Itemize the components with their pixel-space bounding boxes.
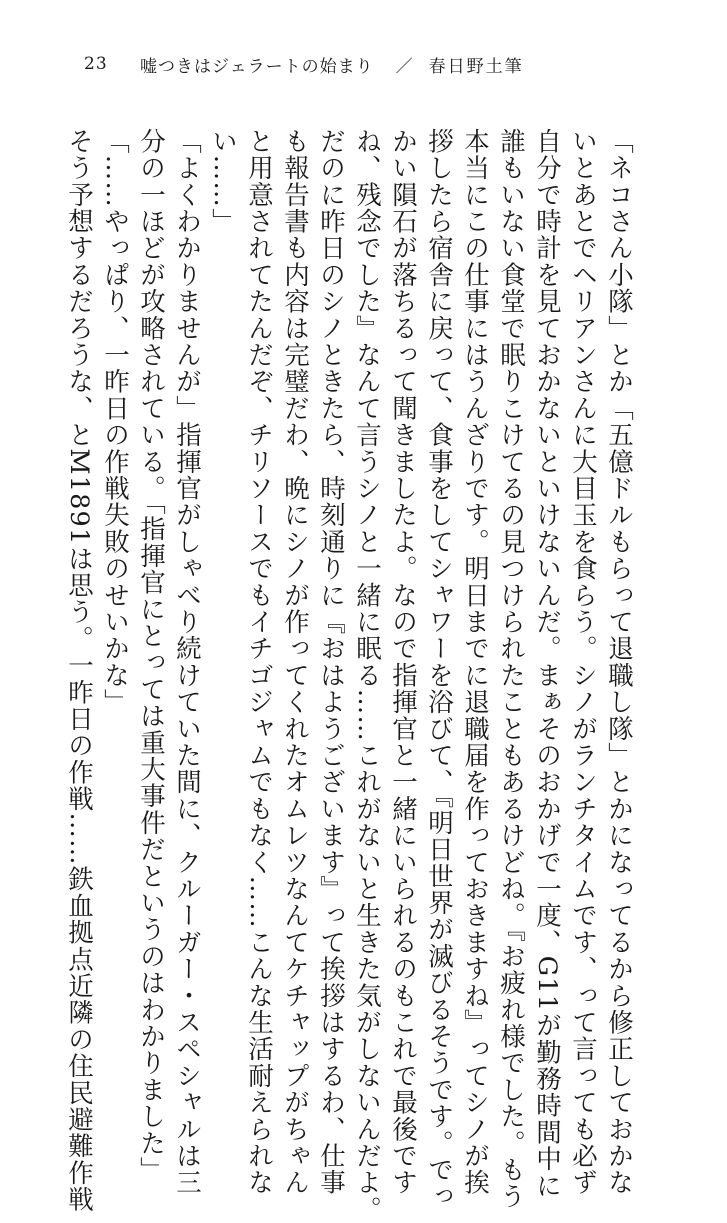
running-header — [84, 52, 687, 76]
text-line-7: かい隕石が落ちるって聞きましたよ。なので指揮官と一緒にいられるのもこれで最後です — [388, 128, 418, 1196]
text-line-5: 本当にこの仕事にはうんざりです。明日までに退職届を作っておきますね』ってシノが挨 — [460, 128, 490, 1196]
text-line-2: いとあとでヘリアンさんに大目玉を食らう。シノがランチタイムです、って言っても必ず — [568, 128, 598, 1196]
header-separator: ／ — [395, 56, 413, 77]
author-name: 春日野土筆 — [428, 56, 524, 77]
text-line-4: 誰もいない食堂で眠りこけてるの見つけられたこともあるけどね。『お疲れ様でした。もう — [496, 128, 526, 1210]
text-line-15: 「……やっぱり、一昨日の作戦失敗のせいかな」 — [100, 128, 130, 716]
text-line-14: 分の一ほどが攻略されている。「指揮官にとっては重大事件だというのはわかりました」 — [136, 128, 166, 1184]
text-line-6: 拶したら宿舎に戻って、食事をしてシャワーを浴びて、『明日世界が滅びるそうです。でっ — [424, 128, 454, 1210]
text-line-1: 「ネコさん小隊」とか「五億ドルもらって退職し隊」とかになってるから修正しておかな — [604, 128, 634, 1196]
text-line-11: と用意されてたんだぞ、チリソースでもイチゴジャムでもなく……こんな生活耐えられな — [244, 128, 274, 1196]
text-line-13: 「よくわかりませんが」指揮官がしゃべり続けていた間に、クルーガー・スペシャルは三 — [172, 128, 202, 1196]
text-line-10: も報告書も内容は完璧だわ、晩にシノが作ってくれたオムレツなんてケチャップがちゃん — [280, 128, 310, 1196]
page-number: 23 — [84, 54, 108, 74]
book-title: 嘘つきはジェラートの始まり — [140, 56, 374, 77]
text-line-12: い……」 — [208, 128, 238, 235]
text-line-16: そう予想するだろうな、とM1891は思う。一昨日の作戦……鉄血拠点近隣の住民避難作戦 — [64, 128, 94, 1213]
vertical-body-text — [64, 128, 637, 1223]
text-line-3: 自分で時計を見ておかないといけないんだ。まぁそのおかげで一度、G11が勤務時間中に — [532, 128, 562, 1200]
text-line-9: だのに昨日のシノときたら、時刻通りに『おはようございます』って挨拶はするわ、仕事 — [316, 128, 346, 1196]
text-line-8: ね、残念でした』なんて言うシノと一緒に眠る……これがないと生きた気がしないんだよ。 — [352, 128, 382, 1223]
